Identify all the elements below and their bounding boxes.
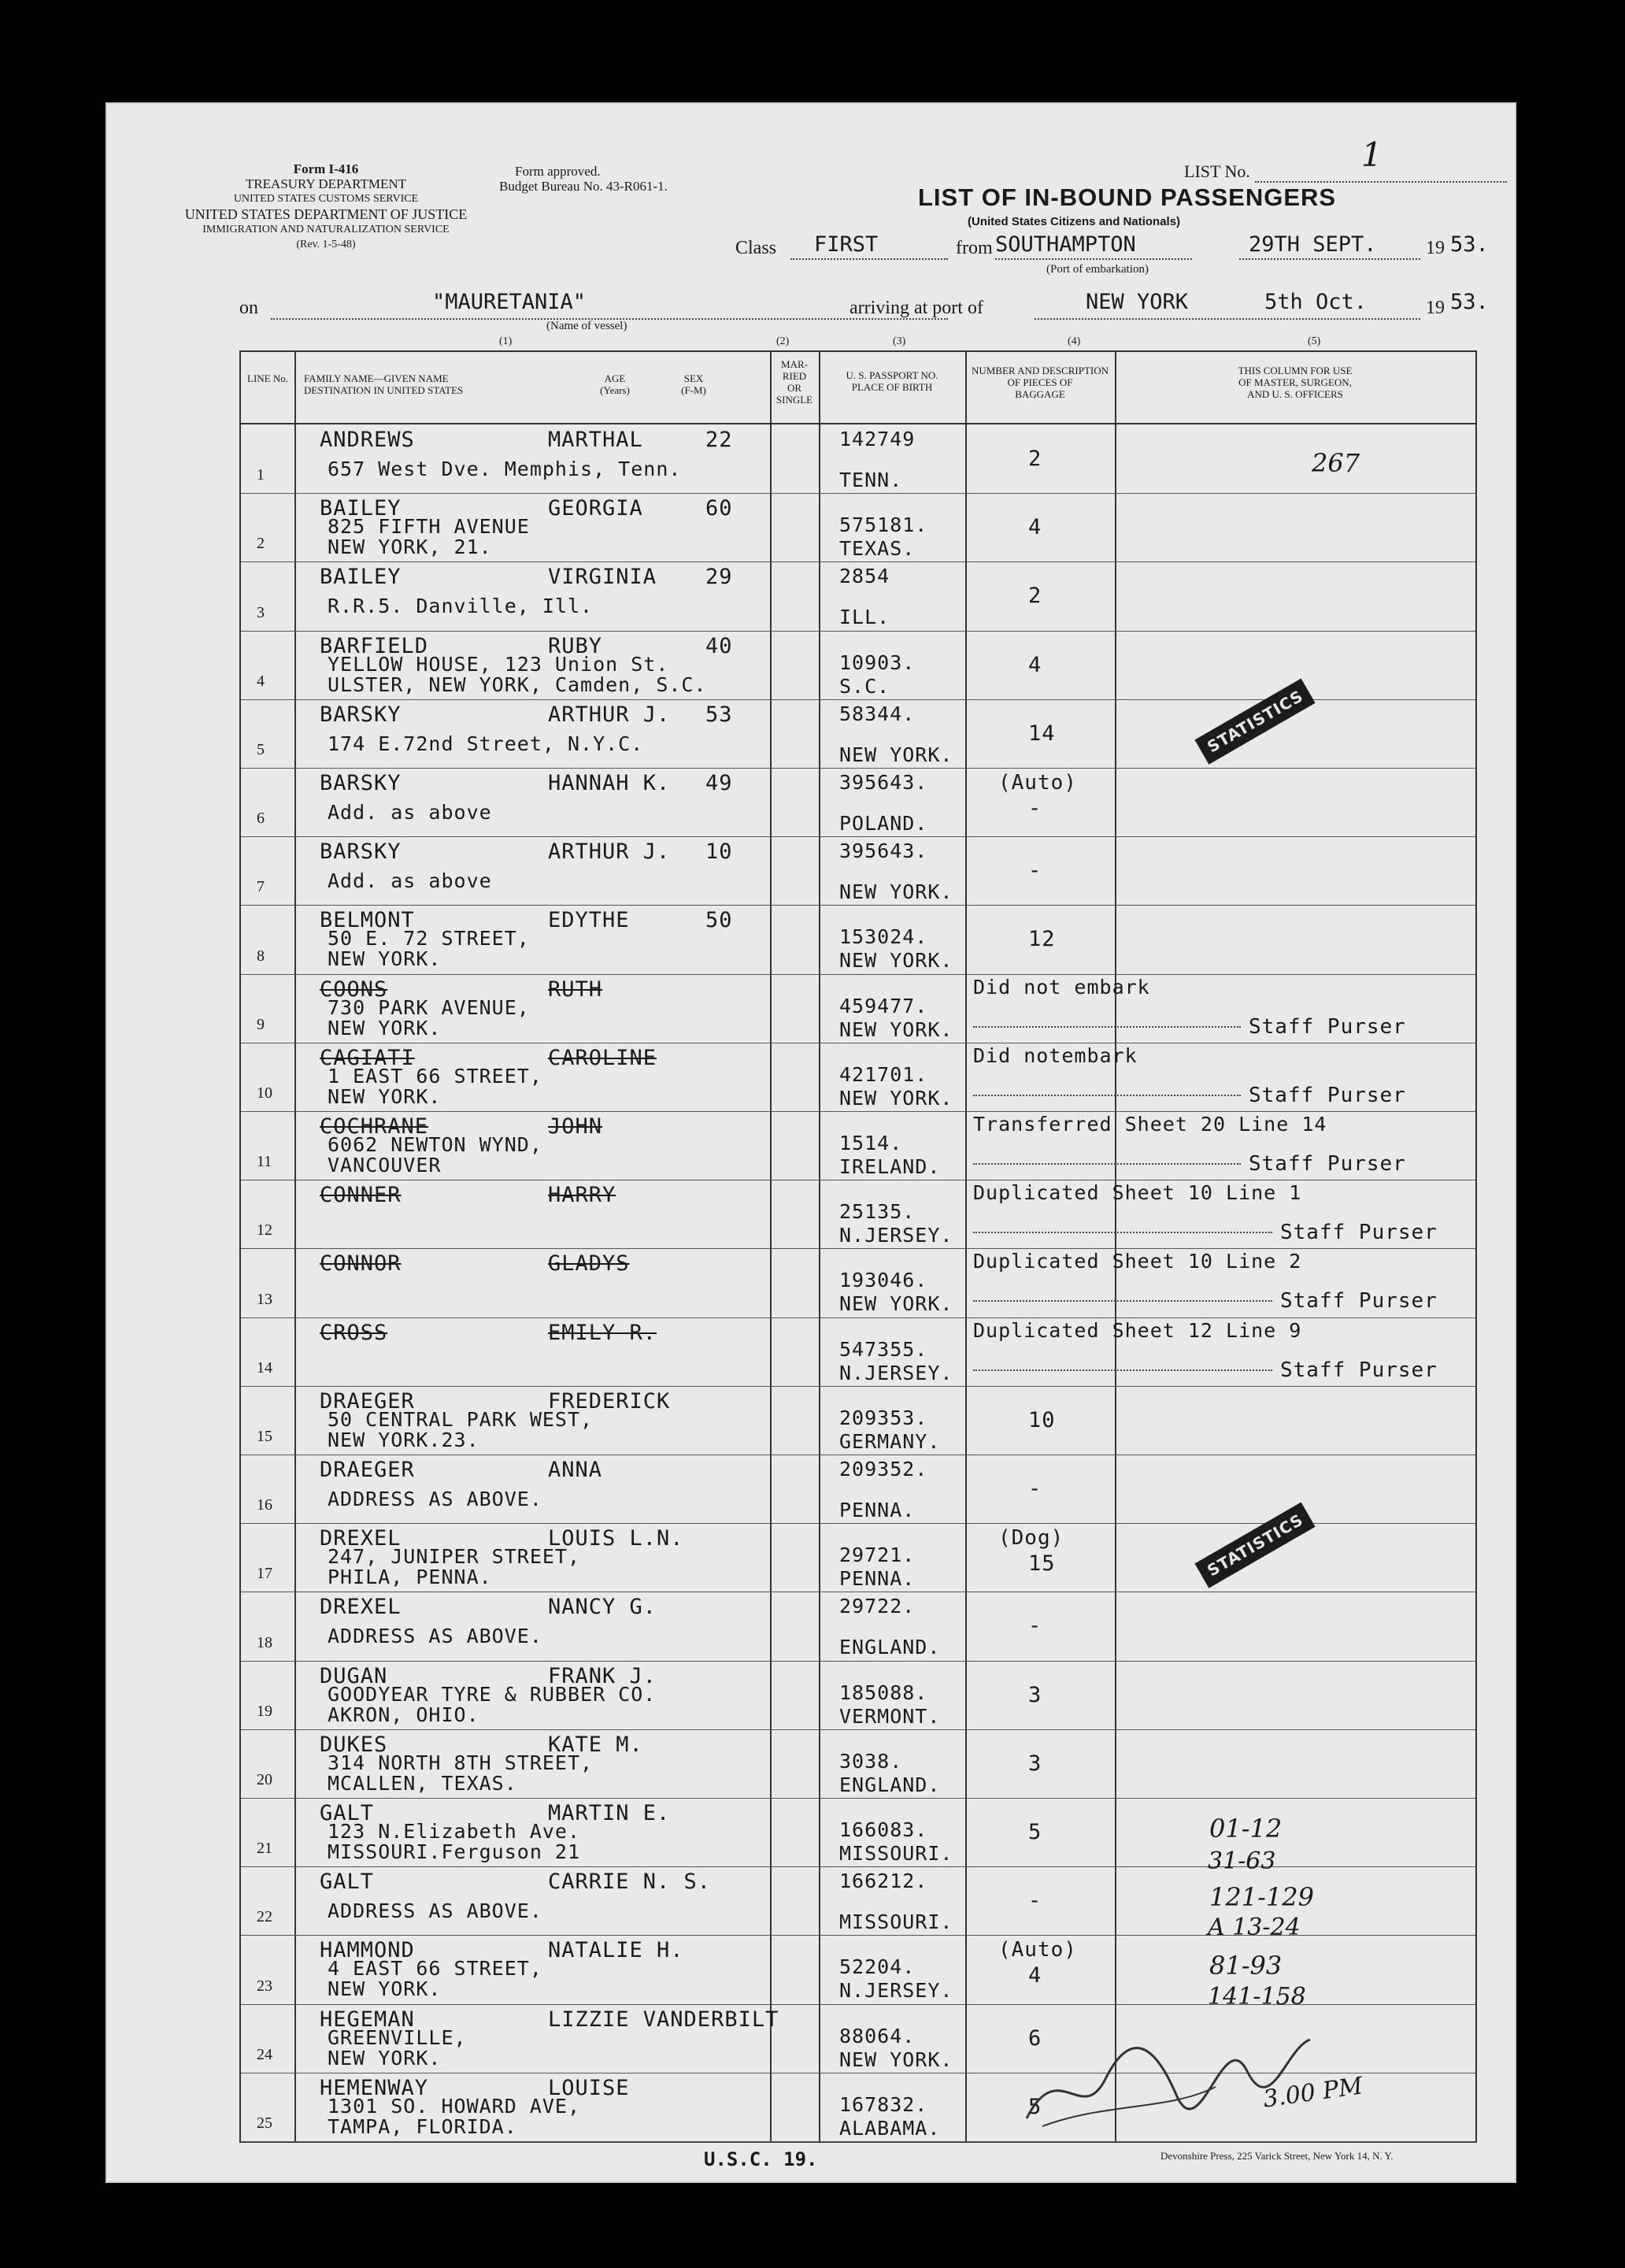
- line-number: 4: [257, 672, 265, 690]
- header-name: FAMILY NAME—GIVEN NAME DESTINATION IN UNITED STATES: [304, 372, 464, 396]
- dotted-leader: [973, 1095, 1241, 1096]
- form-title: LIST OF IN-BOUND PASSENGERS: [918, 183, 1337, 211]
- arrive-port: NEW YORK: [1086, 290, 1189, 314]
- given-name: FREDERICK: [548, 1388, 671, 1414]
- officer-note: 121-129: [1209, 1882, 1314, 1913]
- line-number: 7: [257, 878, 265, 896]
- address-line: 6062 NEWTON WYND,: [328, 1133, 542, 1156]
- customs-service: UNITED STATES CUSTOMS SERVICE: [233, 193, 419, 205]
- address-line: 123 N.Elizabeth Ave.: [328, 1820, 581, 1843]
- address-line: NEW YORK.23.: [328, 1428, 479, 1451]
- birthplace: POLAND.: [839, 812, 928, 835]
- given-name: ARTHUR J.: [548, 702, 671, 727]
- address-line: NEW YORK.: [328, 1084, 442, 1108]
- table-row: [241, 493, 1475, 561]
- line-number: 13: [257, 1290, 272, 1308]
- birthplace: GERMANY.: [839, 1429, 941, 1453]
- table-row: [241, 905, 1475, 973]
- baggage-count: 4: [1028, 1963, 1042, 1988]
- budget-approval: [499, 164, 759, 194]
- line-number: 5: [257, 740, 265, 758]
- baggage-note: (Dog): [998, 1526, 1064, 1551]
- given-name: GEORGIA: [548, 496, 643, 521]
- birthplace: TEXAS.: [839, 537, 916, 561]
- address-line: YELLOW HOUSE, 123 Union St.: [328, 652, 669, 676]
- passport-number: 459477.: [839, 994, 928, 1017]
- baggage-count: 3: [1028, 1682, 1042, 1707]
- baggage-count: 3: [1028, 1751, 1042, 1776]
- table-row: [241, 1111, 1475, 1180]
- given-name: KATE M.: [548, 1732, 643, 1757]
- table-row: [241, 1386, 1475, 1455]
- address-line: 50 CENTRAL PARK WEST,: [328, 1407, 594, 1431]
- disposition-note: Did not embark: [973, 975, 1150, 999]
- baggage-count: 2: [1028, 584, 1042, 609]
- birthplace: ENGLAND.: [839, 1773, 941, 1796]
- passport-number: 52204.: [839, 1955, 916, 1979]
- passport-number: 25135.: [839, 1200, 916, 1224]
- from-date: 29TH SEPT.: [1249, 232, 1377, 257]
- header-passport: U. S. PASSPORT NO. PLACE OF BIRTH: [846, 369, 938, 393]
- passport-number: 395643.: [839, 771, 928, 794]
- birthplace: PENNA.: [839, 1567, 916, 1591]
- family-name: GALT: [320, 1801, 375, 1825]
- address-line: PHILA, PENNA.: [328, 1566, 492, 1589]
- baggage-count: -: [1028, 796, 1042, 821]
- from-line: [995, 258, 1192, 260]
- disposition-note: Duplicated Sheet 10 Line 1: [973, 1181, 1302, 1205]
- baggage-count: 4: [1028, 652, 1042, 677]
- form-number: Form I-416: [293, 161, 359, 176]
- address-line: ULSTER, NEW YORK, Camden, S.C.: [328, 673, 707, 696]
- class-line: [790, 258, 948, 260]
- given-name: EDYTHE: [548, 908, 630, 933]
- baggage-count: 14: [1028, 721, 1056, 746]
- age: 40: [705, 633, 733, 658]
- given-name: EMILY R.: [548, 1320, 657, 1345]
- form-header-left: [200, 161, 452, 206]
- passport-number: 575181.: [839, 513, 928, 537]
- birthplace: NEW YORK.: [839, 880, 953, 904]
- line-number: 8: [257, 947, 265, 965]
- table-row: [241, 1180, 1475, 1248]
- birthplace: N.JERSEY.: [839, 1224, 953, 1247]
- dotted-leader: [973, 1232, 1272, 1233]
- footer-form-code: U.S.C. 19.: [704, 2148, 818, 2170]
- birthplace: NEW YORK.: [839, 2048, 953, 2071]
- table-row: [241, 424, 1475, 493]
- passport-number: 29722.: [839, 1595, 916, 1618]
- baggage-count: -: [1028, 858, 1042, 884]
- arrive-date: 5th Oct.: [1264, 290, 1368, 314]
- passport-number: 10903.: [839, 650, 916, 674]
- given-name: VIRGINIA: [548, 565, 657, 590]
- line-number: 10: [257, 1084, 272, 1102]
- family-name: BAILEY: [320, 565, 402, 590]
- address-line: VANCOUVER: [328, 1154, 442, 1177]
- address-line: ADDRESS AS ABOVE.: [328, 1488, 542, 1510]
- age: 29: [705, 565, 733, 590]
- family-name: BARSKY: [320, 771, 402, 795]
- address-line: AKRON, OHIO.: [328, 1703, 479, 1726]
- address-line: Add. as above: [328, 801, 492, 824]
- family-name: COONS: [320, 976, 388, 1002]
- justice-header: [168, 207, 483, 252]
- baggage-count: -: [1028, 1614, 1042, 1639]
- family-name: BARSKY: [320, 839, 402, 865]
- baggage-count: -: [1028, 1477, 1042, 1501]
- passport-number: 167832.: [839, 2092, 928, 2116]
- officer-note: 81-93: [1209, 1951, 1283, 1981]
- officer-note: Staff Purser: [1280, 1358, 1438, 1382]
- baggage-count: -: [1028, 1888, 1042, 1914]
- address-line: 1 EAST 66 STREET,: [328, 1064, 542, 1088]
- address-line: 247, JUNIPER STREET,: [328, 1545, 581, 1569]
- family-name: GALT: [320, 1870, 375, 1895]
- family-name: DUGAN: [320, 1663, 388, 1688]
- col-number-2: (2): [776, 335, 790, 347]
- passport-number: 153024.: [839, 925, 928, 949]
- line-number: 2: [257, 535, 265, 553]
- table-row: [241, 974, 1475, 1043]
- col-number-3: (3): [893, 335, 906, 347]
- address-line: 657 West Dve. Memphis, Tenn.: [328, 458, 682, 480]
- officer-signature: [1011, 2008, 1365, 2134]
- list-number-label: LIST No.: [1184, 161, 1250, 181]
- passport-number: 547355.: [839, 1337, 928, 1361]
- given-name: LOUIS L.N.: [548, 1526, 684, 1551]
- family-name: HEGEMAN: [320, 2007, 415, 2032]
- from-label: from: [956, 238, 993, 258]
- disposition-note: Duplicated Sheet 12 Line 9: [973, 1318, 1302, 1342]
- disposition-note: Transferred Sheet 20 Line 14: [973, 1113, 1327, 1136]
- address-line: NEW YORK.: [328, 947, 442, 971]
- given-name: HANNAH K.: [548, 771, 671, 795]
- given-name: JOHN: [548, 1114, 603, 1139]
- address-line: 1301 SO. HOWARD AVE,: [328, 2094, 581, 2118]
- passport-number: 3038.: [839, 1749, 903, 1773]
- family-name: CAGIATI: [320, 1045, 415, 1070]
- baggage-count: 10: [1028, 1407, 1056, 1432]
- line-number: 24: [257, 2045, 272, 2063]
- given-name: ARTHUR J.: [548, 839, 671, 865]
- family-name: BELMONT: [320, 908, 415, 933]
- from-year-prefix: 19: [1426, 238, 1445, 258]
- handwritten-code: 141-158: [1208, 1983, 1306, 2010]
- age: 60: [705, 496, 733, 521]
- table-row: [241, 561, 1475, 630]
- vessel-name: "MAURETANIA": [432, 290, 587, 314]
- col-number-4: (4): [1068, 335, 1081, 347]
- officer-note: Staff Purser: [1249, 1152, 1406, 1176]
- family-name: ANDREWS: [320, 428, 415, 452]
- birthplace: IRELAND.: [839, 1155, 941, 1178]
- address-line: TAMPA, FLORIDA.: [328, 2114, 517, 2138]
- given-name: CAROLINE: [548, 1045, 657, 1070]
- table-row: [241, 1043, 1475, 1111]
- birthplace: ILL.: [839, 606, 890, 629]
- family-name: DREXEL: [320, 1595, 402, 1620]
- baggage-note: (Auto): [998, 1938, 1077, 1962]
- budget-bureau: Budget Bureau No. 43-R061-1.: [499, 179, 668, 194]
- address-line: Add. as above: [328, 869, 492, 893]
- passenger-manifest-sheet: [105, 102, 1516, 2183]
- baggage-count: 12: [1028, 927, 1056, 952]
- table-row: [241, 1248, 1475, 1317]
- line-number: 17: [257, 1565, 272, 1583]
- officer-note: Staff Purser: [1249, 1014, 1406, 1039]
- address-line: NEW YORK, 21.: [328, 536, 492, 559]
- family-name: COCHRANE: [320, 1114, 429, 1139]
- birthplace: S.C.: [839, 674, 890, 698]
- family-name: CROSS: [320, 1320, 388, 1345]
- passport-number: 185088.: [839, 1681, 928, 1704]
- table-row: [241, 836, 1475, 905]
- given-name: LIZZIE VANDERBILT: [548, 2007, 779, 2032]
- given-name: MARTIN E.: [548, 1801, 671, 1825]
- passport-number: 2854: [839, 565, 890, 588]
- passport-number: 209352.: [839, 1458, 928, 1480]
- dotted-leader: [973, 1026, 1241, 1028]
- passport-number: 421701.: [839, 1062, 928, 1086]
- form-revision: (Rev. 1-5-48): [296, 239, 356, 250]
- arrive-year-prefix: 19: [1426, 298, 1445, 318]
- handwritten-code: A 13-24: [1208, 1914, 1301, 1941]
- address-line: MISSOURI.Ferguson 21: [328, 1840, 581, 1863]
- signature-time: 3.00 PM: [1261, 2072, 1365, 2114]
- table-row: [241, 1729, 1475, 1798]
- passport-number: 142749: [839, 428, 916, 450]
- address-line: ADDRESS AS ABOVE.: [328, 1899, 542, 1923]
- family-name: DRAEGER: [320, 1388, 415, 1414]
- birthplace: NEW YORK.: [839, 1017, 953, 1041]
- on-label: on: [239, 298, 258, 318]
- officer-note: Staff Purser: [1280, 1289, 1438, 1314]
- line-number: 21: [257, 1840, 272, 1858]
- address-line: 730 PARK AVENUE,: [328, 995, 530, 1019]
- given-name: NATALIE H.: [548, 1938, 684, 1963]
- line-number: 19: [257, 1702, 272, 1720]
- list-number-value: 1: [1361, 135, 1383, 174]
- address-line: NEW YORK.: [328, 1016, 442, 1040]
- age: 50: [705, 908, 733, 933]
- birthplace: VERMONT.: [839, 1704, 941, 1728]
- header-baggage: NUMBER AND DESCRIPTION OF PIECES OF BAGGAGE: [971, 365, 1109, 400]
- line-number: 9: [257, 1015, 265, 1033]
- passport-number: 209353.: [839, 1406, 928, 1429]
- given-name: RUTH: [548, 976, 603, 1002]
- family-name: BAILEY: [320, 496, 402, 521]
- officer-note: 267: [1312, 448, 1360, 478]
- family-name: CONNOR: [320, 1251, 402, 1277]
- family-name: HEMENWAY: [320, 2075, 429, 2100]
- baggage-count: 6: [1028, 2025, 1042, 2051]
- form-approved: Form approved.: [515, 164, 601, 179]
- given-name: GLADYS: [548, 1251, 630, 1277]
- line-number: 14: [257, 1358, 272, 1377]
- birthplace: NEW YORK.: [839, 1292, 953, 1316]
- line-number: 16: [257, 1496, 272, 1514]
- line-number: 11: [257, 1153, 272, 1171]
- arriving-label: arriving at port of: [850, 298, 983, 318]
- age: 22: [705, 428, 733, 452]
- address-line: NEW YORK.: [328, 2046, 442, 2070]
- given-name: MARTHAL: [548, 428, 643, 452]
- table-row: [241, 1798, 1475, 1866]
- age: 49: [705, 771, 733, 795]
- header-married: MAR- RIED OR SINGLE: [775, 358, 813, 406]
- passport-number: 88064.: [839, 2024, 916, 2048]
- line-number: 6: [257, 810, 265, 828]
- family-name: HAMMOND: [320, 1938, 415, 1963]
- address-line: NEW YORK.: [328, 1977, 442, 2001]
- line-number: 22: [257, 1908, 272, 1926]
- header-sex: SEX (F-M): [681, 372, 706, 396]
- passport-number: 166212.: [839, 1870, 928, 1893]
- table-row: [241, 1592, 1475, 1660]
- given-name: FRANK J.: [548, 1663, 657, 1688]
- address-line: MCALLEN, TEXAS.: [328, 1771, 517, 1795]
- table-row: [241, 768, 1475, 836]
- dotted-leader: [973, 1369, 1272, 1371]
- address-line: GREENVILLE,: [328, 2025, 467, 2049]
- address-line: R.R.5. Danville, Ill.: [328, 595, 594, 618]
- justice-dept: UNITED STATES DEPARTMENT OF JUSTICE: [184, 206, 468, 222]
- birthplace: N.JERSEY.: [839, 1361, 953, 1384]
- statistics-stamp: STATISTICS: [1194, 678, 1315, 764]
- family-name: DREXEL: [320, 1526, 402, 1551]
- passport-number: 1514.: [839, 1132, 903, 1154]
- baggage-count: 4: [1028, 515, 1042, 540]
- baggage-count: 5: [1028, 2094, 1042, 2119]
- birthplace: ALABAMA.: [839, 2116, 941, 2140]
- family-name: DRAEGER: [320, 1458, 415, 1482]
- given-name: CARRIE N. S.: [548, 1870, 712, 1895]
- line-number: 18: [257, 1633, 272, 1651]
- address-line: ADDRESS AS ABOVE.: [328, 1625, 542, 1648]
- officer-note: Staff Purser: [1249, 1083, 1406, 1107]
- list-number-line: [1255, 181, 1507, 183]
- from-date-line: [1239, 258, 1420, 260]
- baggage-count: 5: [1028, 1820, 1042, 1844]
- birthplace: NEW YORK.: [839, 743, 953, 766]
- address-line: 314 NORTH 8TH STREET,: [328, 1751, 594, 1774]
- embarkation-caption: (Port of embarkation): [1046, 263, 1149, 276]
- family-name: DUKES: [320, 1732, 388, 1757]
- from-year: 53.: [1450, 232, 1489, 257]
- line-number: 23: [257, 1977, 272, 1995]
- birthplace: ENGLAND.: [839, 1636, 941, 1659]
- line-number: 12: [257, 1221, 272, 1240]
- passport-number: 29721.: [839, 1544, 916, 1567]
- address-line: 50 E. 72 STREET,: [328, 927, 530, 951]
- header-line-no: LINE No.: [247, 372, 288, 384]
- birthplace: MISSOURI.: [839, 1842, 953, 1865]
- line-number: 1: [257, 466, 265, 484]
- col-number-5: (5): [1308, 335, 1321, 347]
- from-port: SOUTHAMPTON: [995, 232, 1136, 257]
- birthplace: PENNA.: [839, 1499, 916, 1521]
- age: 10: [705, 839, 733, 865]
- passport-number: 166083.: [839, 1818, 928, 1841]
- given-name: ANNA: [548, 1458, 603, 1482]
- officer-note: Staff Purser: [1280, 1221, 1438, 1245]
- form-subtitle: (United States Citizens and Nationals): [968, 215, 1181, 228]
- officer-note: 01-12: [1209, 1814, 1283, 1844]
- passport-number: 395643.: [839, 839, 928, 863]
- baggage-count: 2: [1028, 447, 1042, 471]
- birthplace: NEW YORK.: [839, 949, 953, 973]
- treasury-dept: TREASURY DEPARTMENT: [245, 176, 407, 191]
- class-label: Class: [735, 238, 777, 258]
- table-row: [241, 1510, 1475, 1592]
- given-name: RUBY: [548, 633, 603, 658]
- address-line: GOODYEAR TYRE & RUBBER CO.: [328, 1682, 657, 1706]
- disposition-note: Did notembark: [973, 1043, 1138, 1067]
- vessel-caption: (Name of vessel): [546, 320, 627, 332]
- family-name: BARFIELD: [320, 633, 429, 658]
- arrive-year: 53.: [1450, 290, 1489, 314]
- passport-number: 58344.: [839, 702, 916, 725]
- disposition-note: Duplicated Sheet 10 Line 2: [973, 1250, 1302, 1273]
- table-row: [241, 1317, 1475, 1386]
- table-row: [241, 1661, 1475, 1729]
- birthplace: TENN.: [839, 469, 903, 491]
- line-number: 15: [257, 1427, 272, 1445]
- family-name: CONNER: [320, 1183, 402, 1208]
- arrive-line: [1035, 318, 1420, 320]
- given-name: HARRY: [548, 1183, 616, 1208]
- baggage-note: (Auto): [998, 771, 1077, 795]
- birthplace: N.JERSEY.: [839, 1979, 953, 2003]
- passenger-table: [239, 350, 1477, 2143]
- line-number: 20: [257, 1770, 272, 1788]
- col-number-1: (1): [499, 335, 513, 347]
- dotted-leader: [973, 1300, 1272, 1302]
- dotted-leader: [973, 1163, 1241, 1165]
- passport-number: 193046.: [839, 1269, 928, 1292]
- address-line: 825 FIFTH AVENUE: [328, 515, 530, 539]
- handwritten-code: 31-63: [1208, 1847, 1276, 1875]
- age: 53: [705, 702, 733, 727]
- given-name: LOUISE: [548, 2075, 630, 2100]
- header-age: AGE (Years): [600, 372, 630, 396]
- class-value: FIRST: [814, 232, 879, 257]
- line-number: 3: [257, 603, 265, 621]
- address-line: 174 E.72nd Street, N.Y.C.: [328, 732, 644, 755]
- family-name: BARSKY: [320, 702, 402, 727]
- line-number: 25: [257, 2114, 272, 2132]
- row-divider: [241, 2141, 1475, 2142]
- ins-service: IMMIGRATION AND NATURALIZATION SERVICE: [202, 224, 450, 235]
- statistics-stamp: STATISTICS: [1194, 1502, 1315, 1588]
- footer-printer: Devonshire Press, 225 Varick Street, New York 14, N. Y.: [1160, 2150, 1394, 2162]
- baggage-count: 15: [1028, 1551, 1056, 1577]
- address-line: 4 EAST 66 STREET,: [328, 1957, 542, 1981]
- birthplace: MISSOURI.: [839, 1910, 953, 1934]
- birthplace: NEW YORK.: [839, 1086, 953, 1110]
- header-officers: THIS COLUMN FOR USE OF MASTER, SURGEON, AND U. S. OFFICERS: [1238, 365, 1353, 400]
- given-name: NANCY G.: [548, 1595, 657, 1620]
